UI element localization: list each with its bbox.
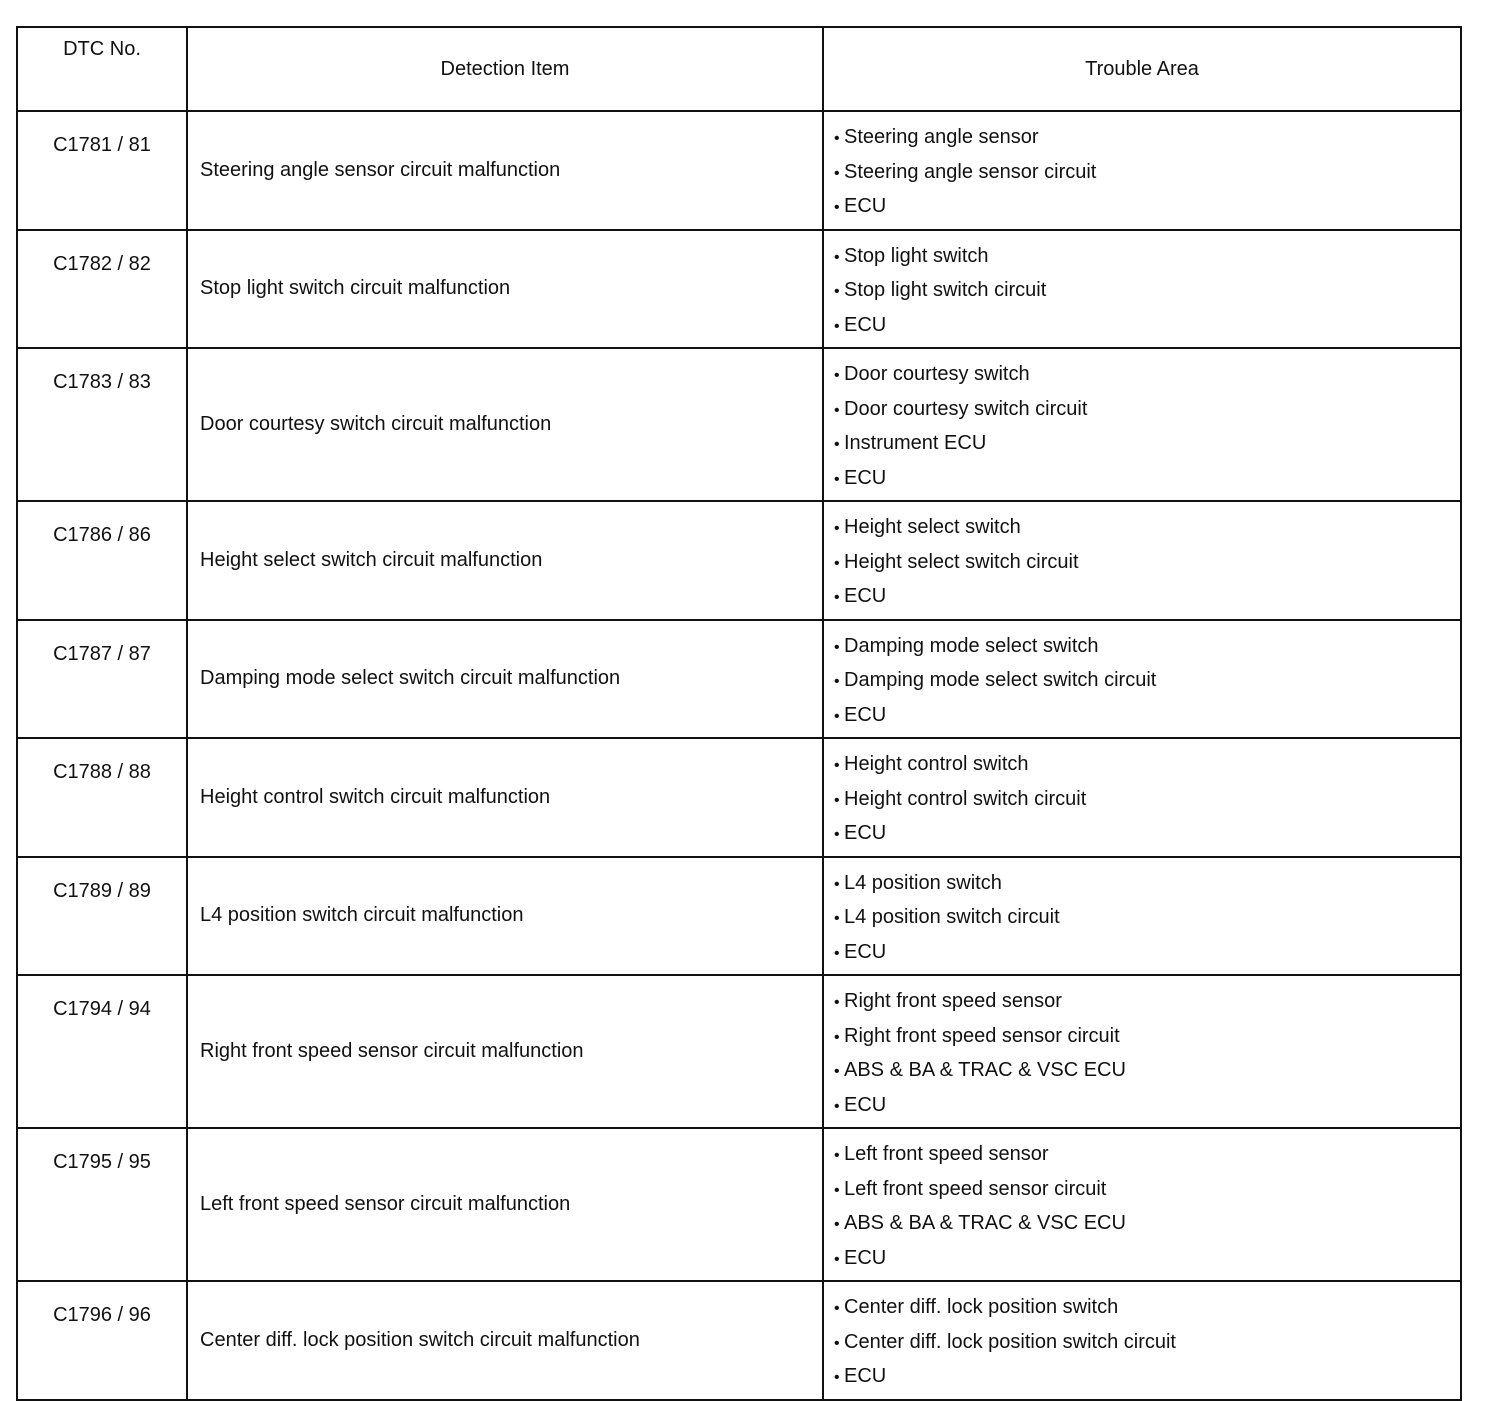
trouble-area-item: • Door courtesy switch: [834, 358, 1460, 393]
dtc-code: C1787 / 87: [17, 620, 187, 739]
trouble-area-list: [834, 630, 1460, 734]
trouble-area-item: • ECU: [834, 580, 1460, 615]
dtc-code: C1795 / 95: [17, 1128, 187, 1281]
trouble-area-item: • Stop light switch circuit: [834, 274, 1460, 309]
dtc-code: C1782 / 82: [17, 230, 187, 349]
detection-item: Right front speed sensor circuit malfunction: [187, 975, 823, 1128]
table-row: [17, 501, 1461, 620]
trouble-area-item: • Center diff. lock position switch circuit: [834, 1326, 1460, 1361]
table-row: [17, 111, 1461, 230]
trouble-area-list: [834, 985, 1460, 1123]
trouble-area-list: [834, 748, 1460, 852]
detection-item: Damping mode select switch circuit malfunction: [187, 620, 823, 739]
dtc-code: C1794 / 94: [17, 975, 187, 1128]
dtc-code: C1786 / 86: [17, 501, 187, 620]
trouble-area-item: • Left front speed sensor: [834, 1138, 1460, 1173]
trouble-area-list: [834, 867, 1460, 971]
table-row: [17, 348, 1461, 501]
trouble-area-list: [834, 121, 1460, 225]
trouble-area-item: • Right front speed sensor: [834, 985, 1460, 1020]
trouble-area: [823, 111, 1461, 230]
trouble-area-item: • Height select switch circuit: [834, 546, 1460, 581]
detection-item: Height control switch circuit malfunction: [187, 738, 823, 857]
dtc-code: C1796 / 96: [17, 1281, 187, 1400]
trouble-area: [823, 230, 1461, 349]
trouble-area-item: • Damping mode select switch: [834, 630, 1460, 665]
header-detection-item: Detection Item: [187, 27, 823, 111]
detection-item: L4 position switch circuit malfunction: [187, 857, 823, 976]
trouble-area: [823, 1281, 1461, 1400]
table-row: [17, 975, 1461, 1128]
trouble-area-item: • ECU: [834, 817, 1460, 852]
trouble-area-item: • L4 position switch: [834, 867, 1460, 902]
trouble-area-item: • Steering angle sensor: [834, 121, 1460, 156]
trouble-area: [823, 857, 1461, 976]
dtc-code: C1789 / 89: [17, 857, 187, 976]
dtc-code: C1783 / 83: [17, 348, 187, 501]
trouble-area: [823, 1128, 1461, 1281]
trouble-area-item: • Damping mode select switch circuit: [834, 664, 1460, 699]
header-dtc-no: DTC No.: [17, 27, 187, 111]
trouble-area-item: • ECU: [834, 699, 1460, 734]
trouble-area-item: • Instrument ECU: [834, 427, 1460, 462]
trouble-area-item: • ECU: [834, 462, 1460, 497]
trouble-area: [823, 620, 1461, 739]
trouble-area-list: [834, 1291, 1460, 1395]
trouble-area-item: • ECU: [834, 936, 1460, 971]
trouble-area-item: • Height control switch: [834, 748, 1460, 783]
header-trouble-area: Trouble Area: [823, 27, 1461, 111]
table-row: [17, 230, 1461, 349]
trouble-area-item: • ABS & BA & TRAC & VSC ECU: [834, 1207, 1460, 1242]
trouble-area: [823, 348, 1461, 501]
trouble-area-item: • ECU: [834, 1242, 1460, 1277]
trouble-area-item: • L4 position switch circuit: [834, 901, 1460, 936]
trouble-area-item: • ECU: [834, 309, 1460, 344]
trouble-area-list: [834, 511, 1460, 615]
detection-item: Center diff. lock position switch circuit malfunction: [187, 1281, 823, 1400]
dtc-code: C1788 / 88: [17, 738, 187, 857]
trouble-area: [823, 738, 1461, 857]
table-row: [17, 1281, 1461, 1400]
table-row: [17, 857, 1461, 976]
dtc-table: [16, 26, 1462, 1401]
detection-item: Height select switch circuit malfunction: [187, 501, 823, 620]
trouble-area-item: • Height select switch: [834, 511, 1460, 546]
trouble-area-item: • Stop light switch: [834, 240, 1460, 275]
trouble-area-item: • Door courtesy switch circuit: [834, 393, 1460, 428]
trouble-area-item: • ECU: [834, 190, 1460, 225]
trouble-area: [823, 975, 1461, 1128]
trouble-area-list: [834, 1138, 1460, 1276]
detection-item: Stop light switch circuit malfunction: [187, 230, 823, 349]
trouble-area-item: • Steering angle sensor circuit: [834, 156, 1460, 191]
table-body: [17, 111, 1461, 1400]
table-row: [17, 1128, 1461, 1281]
trouble-area-item: • Left front speed sensor circuit: [834, 1173, 1460, 1208]
header-row: [17, 27, 1461, 111]
trouble-area-list: [834, 240, 1460, 344]
trouble-area-item: • ECU: [834, 1360, 1460, 1395]
table-row: [17, 738, 1461, 857]
dtc-code: C1781 / 81: [17, 111, 187, 230]
trouble-area-item: • ABS & BA & TRAC & VSC ECU: [834, 1054, 1460, 1089]
trouble-area: [823, 501, 1461, 620]
trouble-area-item: • Right front speed sensor circuit: [834, 1020, 1460, 1055]
detection-item: Left front speed sensor circuit malfunction: [187, 1128, 823, 1281]
detection-item: Steering angle sensor circuit malfunction: [187, 111, 823, 230]
detection-item: Door courtesy switch circuit malfunction: [187, 348, 823, 501]
table-row: [17, 620, 1461, 739]
trouble-area-item: • Height control switch circuit: [834, 783, 1460, 818]
trouble-area-item: • Center diff. lock position switch: [834, 1291, 1460, 1326]
trouble-area-list: [834, 358, 1460, 496]
trouble-area-item: • ECU: [834, 1089, 1460, 1124]
